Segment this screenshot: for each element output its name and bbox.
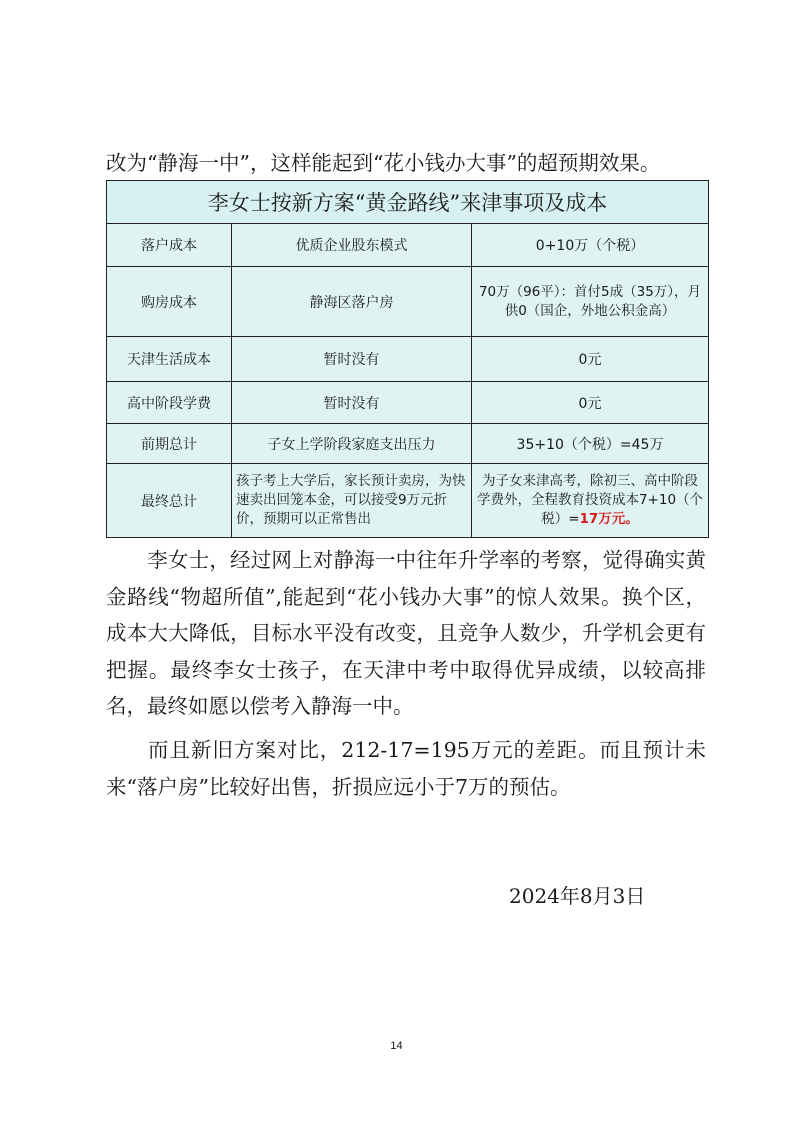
- table-row: [107, 267, 709, 337]
- cost-table: [106, 180, 709, 538]
- row-method: 孩子考上大学后，家长预计卖房，为快速卖出回笼本金，可以接受9万元折价，预期可以正常售出: [232, 464, 472, 538]
- row-cost: 70万（96平）：首付5成（35万），月供0（国企，外地公积金高）: [472, 267, 709, 337]
- row-cost: [472, 464, 709, 538]
- conclusion-paragraph: [106, 542, 706, 725]
- table-row: [107, 382, 709, 424]
- row-cost: 0+10万（个税）: [472, 224, 709, 267]
- paragraph-text: 而且新旧方案对比，212-17=195万元的差距。而且预计未来“落户房”比较好出售，折损应远小于7万的预估。: [106, 738, 706, 799]
- row-method: 暂时没有: [232, 337, 472, 382]
- paragraph-text: 李女士，经过网上对静海一中往年升学率的考察，觉得确实黄金路线“物超所值”,能起到“花小钱办大事”的惊人效果。换个区，成本大大降低，目标水平没有改变，且竞争人数少，升学机会更有把握。最终李女士孩子，在天津中考中取得优异成绩，以较高排名，最终如愿以偿考入静海一中。: [106, 548, 706, 718]
- row-label: 天津生活成本: [107, 337, 232, 382]
- row-method: 子女上学阶段家庭支出压力: [232, 424, 472, 464]
- comparison-paragraph: [106, 732, 706, 805]
- row-method: 静海区落户房: [232, 267, 472, 337]
- highlight-total: 17万元。: [579, 511, 639, 527]
- table-title: 李女士按新方案“黄金路线”来津事项及成本: [107, 181, 709, 224]
- row-method: 暂时没有: [232, 382, 472, 424]
- row-label: 最终总计: [107, 464, 232, 538]
- table-row: [107, 337, 709, 382]
- table-row: [107, 224, 709, 267]
- row-cost: 0元: [472, 337, 709, 382]
- page-number: 14: [390, 1040, 403, 1052]
- row-cost-text: 为子女来津高考，除初三、高中阶段学费外，全程教育投资成本7+10（个税）=: [476, 473, 704, 527]
- intro-sentence: 改为“静海一中”，这样能起到“花小钱办大事”的超预期效果。: [106, 151, 661, 175]
- row-method: 优质企业股东模式: [232, 224, 472, 267]
- row-cost: 0元: [472, 382, 709, 424]
- row-label: 前期总计: [107, 424, 232, 464]
- document-date: 2024年8月3日: [509, 884, 646, 908]
- table-row: [107, 424, 709, 464]
- row-cost: 35+10（个税）=45万: [472, 424, 709, 464]
- table-row: [107, 464, 709, 538]
- row-label: 购房成本: [107, 267, 232, 337]
- row-label: 落户成本: [107, 224, 232, 267]
- row-label: 高中阶段学费: [107, 382, 232, 424]
